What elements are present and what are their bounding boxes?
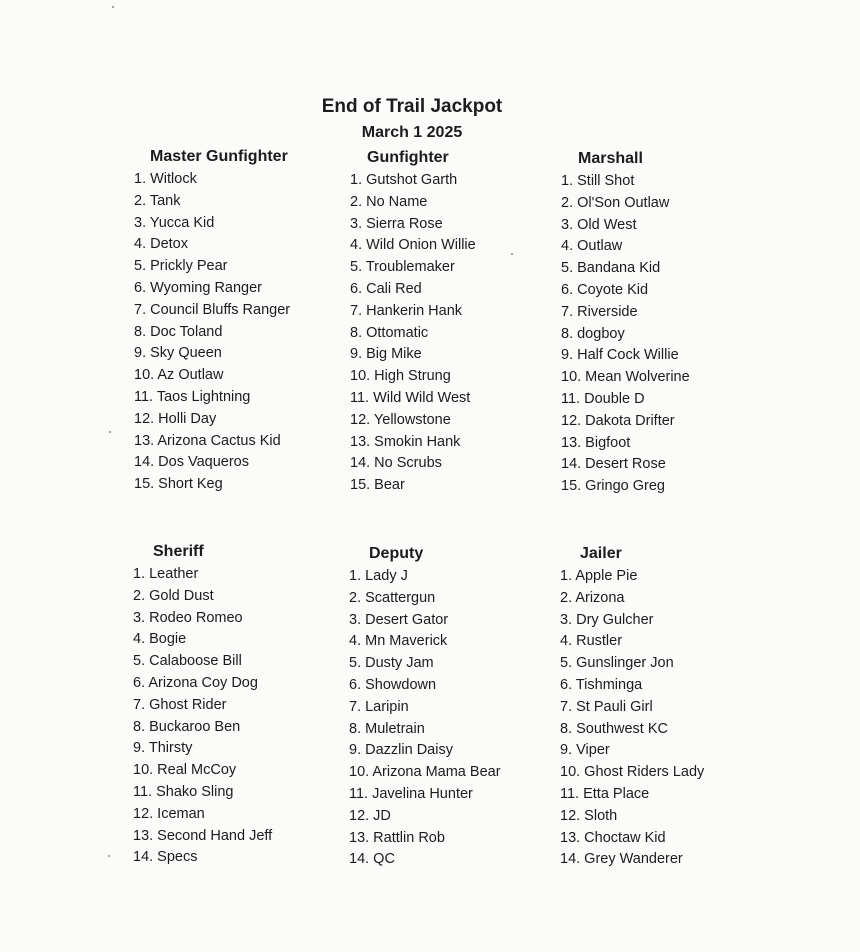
scan-speck [511, 253, 513, 255]
list-item: 15. Short Keg [134, 476, 223, 493]
group-heading: Sheriff [153, 543, 204, 560]
list-item: 7. Ghost Rider [133, 696, 227, 713]
list-item: 6. Wyoming Ranger [134, 279, 263, 296]
list-item: 10. Az Outlaw [134, 367, 224, 384]
list-item: 9. Dazzlin Daisy [349, 742, 453, 759]
list-item: 1. Apple Pie [560, 568, 638, 584]
list-item: 10. Mean Wolverine [561, 369, 690, 386]
list-item: 13. Second Hand Jeff [133, 827, 273, 844]
list-item: 8. dogboy [561, 325, 625, 342]
list-item: 15. Bear [350, 477, 405, 494]
group-list [349, 566, 501, 871]
list-item: 12. JD [349, 807, 391, 824]
list-item: 11. Taos Lightning [134, 388, 251, 405]
scan-speck [108, 855, 110, 857]
list-item: 3. Yucca Kid [134, 214, 215, 231]
list-item: 2. Gold Dust [133, 587, 214, 604]
list-item: 5. Calaboose Bill [133, 653, 242, 670]
list-item: 8. Southwest KC [560, 720, 668, 737]
list-item: 13. Rattlin Rob [349, 829, 445, 846]
list-item: 4. Detox [134, 236, 188, 253]
list-item: 13. Choctaw Kid [560, 829, 666, 846]
list-item: 14. Dos Vaqueros [134, 454, 249, 471]
list-item: 3. Sierra Rose [350, 215, 443, 232]
page-title: End of Trail Jackpot [321, 96, 503, 117]
list-item: 3. Desert Gator [349, 611, 449, 628]
list-item: 4. Mn Maverick [349, 633, 448, 650]
list-item: 4. Rustler [560, 633, 623, 650]
list-item: 9. Big Mike [350, 346, 422, 363]
list-item: 1. Lady J [349, 568, 408, 584]
group-heading: Marshall [578, 150, 643, 167]
list-item: 5. Prickly Pear [134, 258, 228, 275]
list-item: 7. Hankerin Hank [350, 302, 463, 319]
list-item: 1. Leather [133, 566, 199, 582]
list-item: 10. Arizona Mama Bear [349, 764, 501, 781]
list-item: 12. Holli Day [134, 410, 217, 427]
list-item: 4. Wild Onion Willie [350, 237, 476, 254]
list-item: 13. Arizona Cactus Kid [134, 432, 281, 449]
list-item: 8. Muletrain [349, 720, 425, 737]
list-item: 13. Smokin Hank [350, 433, 461, 450]
list-item: 8. Ottomatic [350, 324, 429, 341]
list-item: 6. Arizona Coy Dog [133, 674, 258, 691]
list-item: 6. Coyote Kid [561, 281, 649, 298]
list-item: 5. Gunslinger Jon [560, 655, 674, 672]
list-item: 10. Ghost Riders Lady [560, 764, 705, 781]
list-item: 9. Viper [560, 742, 610, 759]
list-item: 1. Gutshot Garth [350, 172, 458, 188]
list-item: 12. Sloth [560, 807, 618, 824]
group-heading: Gunfighter [367, 149, 449, 166]
group-list [560, 566, 704, 871]
list-item: 10. Real McCoy [133, 762, 237, 779]
list-item: 11. Javelina Hunter [349, 785, 473, 802]
list-item: 12. Yellowstone [350, 411, 451, 428]
list-item: 5. Dusty Jam [349, 655, 434, 672]
scan-speck [109, 431, 111, 433]
list-item: 2. Tank [134, 192, 181, 209]
list-item: 5. Bandana Kid [561, 260, 661, 277]
list-item: 14. QC [349, 851, 395, 868]
list-item: 11. Double D [561, 390, 645, 407]
list-item: 2. Arizona [560, 589, 625, 606]
list-item: 1. Witlock [134, 171, 197, 187]
group-heading: Deputy [369, 545, 424, 562]
list-item: 13. Bigfoot [561, 434, 631, 451]
list-item: 6. Showdown [349, 676, 437, 693]
list-item: 12. Iceman [133, 805, 205, 822]
list-item: 6. Cali Red [350, 280, 422, 297]
group-list [133, 564, 272, 869]
list-item: 7. St Pauli Girl [560, 698, 653, 715]
list-item: 10. High Strung [350, 368, 451, 385]
list-item: 14. Grey Wanderer [560, 851, 683, 868]
scan-speck [112, 6, 114, 8]
list-item: 3. Dry Gulcher [560, 611, 654, 628]
list-item: 4. Bogie [133, 631, 187, 648]
list-item: 6. Tishminga [560, 676, 643, 693]
event-date: March 1 2025 [361, 124, 463, 141]
list-item: 2. Scattergun [349, 589, 436, 606]
list-item: 4. Outlaw [561, 238, 623, 255]
list-item: 14. Desert Rose [561, 456, 666, 473]
list-item: 9. Thirsty [133, 740, 193, 757]
group-list [561, 171, 690, 498]
list-item: 11. Etta Place [560, 785, 650, 802]
group-heading: Jailer [580, 545, 622, 562]
list-item: 7. Riverside [561, 303, 638, 320]
list-item: 11. Shako Sling [133, 783, 234, 800]
list-item: 8. Doc Toland [134, 323, 223, 340]
list-item: 9. Half Cock Willie [561, 347, 679, 364]
list-item: 8. Buckaroo Ben [133, 718, 241, 735]
list-item: 15. Gringo Greg [561, 478, 665, 495]
list-item: 12. Dakota Drifter [561, 412, 675, 429]
list-item: 5. Troublemaker [350, 259, 455, 276]
group-list [350, 170, 476, 497]
list-item: 14. Specs [133, 849, 198, 866]
list-item: 9. Sky Queen [134, 345, 222, 362]
list-item: 7. Council Bluffs Ranger [134, 301, 291, 318]
list-item: 7. Laripin [349, 698, 409, 715]
list-item: 11. Wild Wild West [350, 389, 471, 406]
group-list [134, 169, 290, 496]
list-item: 2. Ol'Son Outlaw [561, 194, 670, 211]
list-item: 1. Still Shot [561, 173, 635, 189]
list-item: 3. Rodeo Romeo [133, 609, 243, 626]
group-heading: Master Gunfighter [150, 148, 288, 165]
list-item: 3. Old West [561, 216, 637, 233]
list-item: 2. No Name [350, 193, 428, 210]
list-item: 14. No Scrubs [350, 455, 442, 472]
